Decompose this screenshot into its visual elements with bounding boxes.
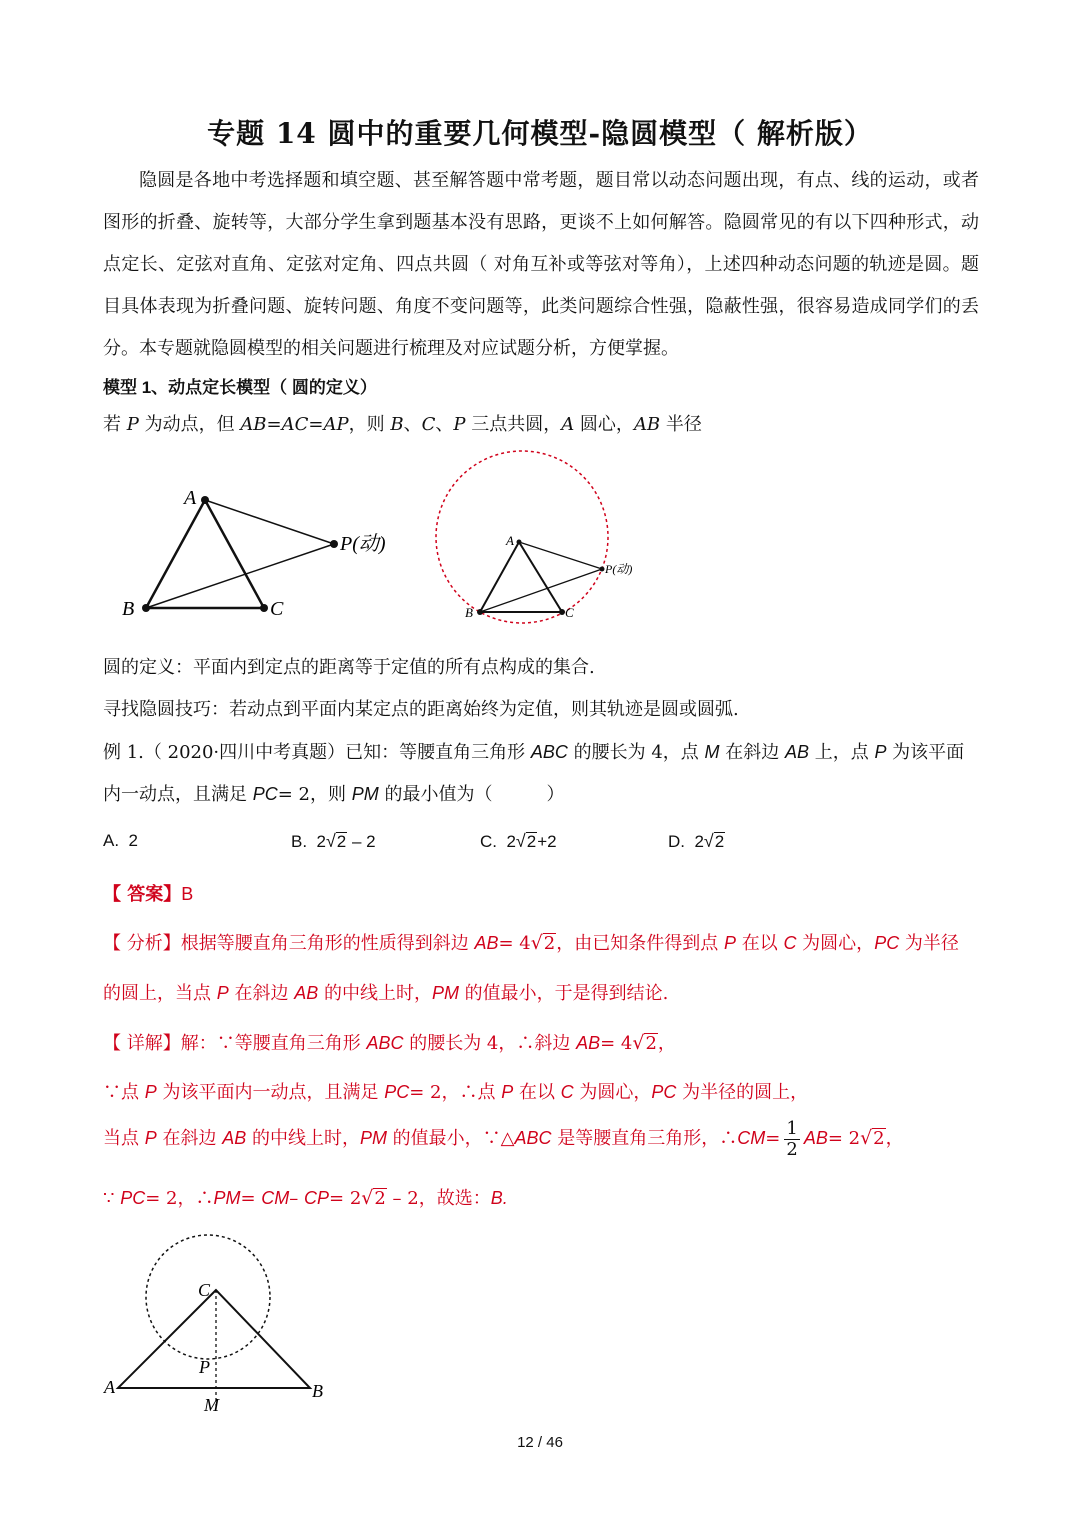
point-p-small <box>600 567 605 572</box>
segment-ap-small <box>519 542 602 569</box>
point-a <box>201 496 209 504</box>
label-c: C <box>270 598 284 620</box>
model1-statement: 若 P 为动点，但 AB=AC=AP，则 B、C、P 三点共圆，A 圆心，AB 半径 <box>103 414 702 435</box>
label-p-solution: P <box>199 1357 210 1377</box>
segment-bp-small <box>480 569 602 612</box>
label-a: A <box>184 487 197 509</box>
option-d: D. 2√2 <box>668 831 725 851</box>
example-line-1: 例 1.（ 2020·四川中考真题）已知：等腰直角三角形 ABC 的腰长为 4，点 M 在斜边 AB 上，点 P 为该平面 <box>103 742 965 763</box>
option-a: A. 2 <box>103 831 138 850</box>
detail-line-1: 【 详解】解：∵等腰直角三角形 ABC 的腰长为 4，∴斜边 AB= 4√2， <box>103 1032 676 1054</box>
label-m-solution: M <box>204 1395 219 1415</box>
analysis-line-2: 的圆上，当点 P 在斜边 AB 的中线上时，PM 的值最小，于是得到结论. <box>103 983 669 1004</box>
point-c <box>260 604 268 612</box>
point-b-small <box>477 609 483 615</box>
option-c: C. 2√2+2 <box>480 831 557 851</box>
figure-solution <box>98 1230 338 1420</box>
page-number: 12 / 46 <box>517 1434 563 1451</box>
label-p-small: P(动) <box>605 562 633 576</box>
answer-line: 【 答案】B <box>103 884 194 905</box>
figure-triangle-moving-point <box>110 480 410 630</box>
analysis-line-1: 【 分析】根据等腰直角三角形的性质得到斜边 AB= 4√2，由已知条件得到点 P 在以 C 为圆心，PC 为半径 <box>103 932 959 954</box>
detail-line-2: ∵点 P 为该平面内一动点，且满足 PC= 2，∴点 P 在以 C 为圆心，PC 为半径的圆上， <box>103 1082 809 1103</box>
intro-paragraph: 隐圆是各地中考选择题和填空题、甚至解答题中常考题，题目常以动态问题出现，有点、线的运动，或者图形的折叠、旋转等，大部分学生拿到题基本没有思路，更谈不上如何解答。隐圆常见的有以下四种形式，动点定长、定弦对直角、定弦对定角、四点共圆（ 对角互补或等弦对等角），上述四种动态问题的轨迹是圆。题目具体表现为折叠问题、旋转问题、角度不变问题等，此类问题综合性强，隐蔽性强，很容易造成同学们的丢分。本专题就隐圆模型的相关问题进行梳理及对应试题分析，方便掌握。 <box>103 170 979 359</box>
segment-bp <box>146 544 334 608</box>
label-a-small: A <box>506 533 514 548</box>
option-b: B. 2√2 – 2 <box>291 831 376 851</box>
detail-line-3: 当点 P 在斜边 AB 的中线上时，PM 的值最小，∵△ABC 是等腰直角三角形，∴CM= $\frac{1}{2}$ AB= 2√2， <box>103 1117 904 1160</box>
figure-hidden-circle <box>430 445 650 630</box>
label-b-small: B <box>465 605 473 620</box>
point-b <box>142 604 150 612</box>
page-title: 专题 14 圆中的重要几何模型-隐圆模型（ 解析版） <box>207 117 873 150</box>
model1-heading: 模型 1、动点定长模型（ 圆的定义） <box>103 378 377 397</box>
label-a-solution: A <box>104 1377 115 1397</box>
detail-line-4: ∵ PC= 2，∴PM= CM– CP= 2√2 – 2，故选：B. <box>103 1187 508 1209</box>
triangle-abc <box>146 500 264 608</box>
circle-definition: 圆的定义：平面内到定点的距离等于定值的所有点构成的集合. <box>103 657 595 678</box>
label-b-solution: B <box>312 1381 323 1401</box>
label-p: P(动) <box>340 533 386 555</box>
fraction-one-half: $\frac{1}{2}$ <box>786 1117 798 1160</box>
hidden-circle-technique: 寻找隐圆技巧：若动点到平面内某定点的距离始终为定值，则其轨迹是圆或圆弧. <box>103 699 739 720</box>
point-p <box>330 540 338 548</box>
label-c-small: C <box>565 605 574 620</box>
label-b: B <box>122 598 135 620</box>
point-a-small <box>517 540 522 545</box>
example-line-2: 内一动点，且满足 PC= 2，则 PM 的最小值为（ ） <box>103 784 565 805</box>
label-c-solution: C <box>198 1280 211 1300</box>
